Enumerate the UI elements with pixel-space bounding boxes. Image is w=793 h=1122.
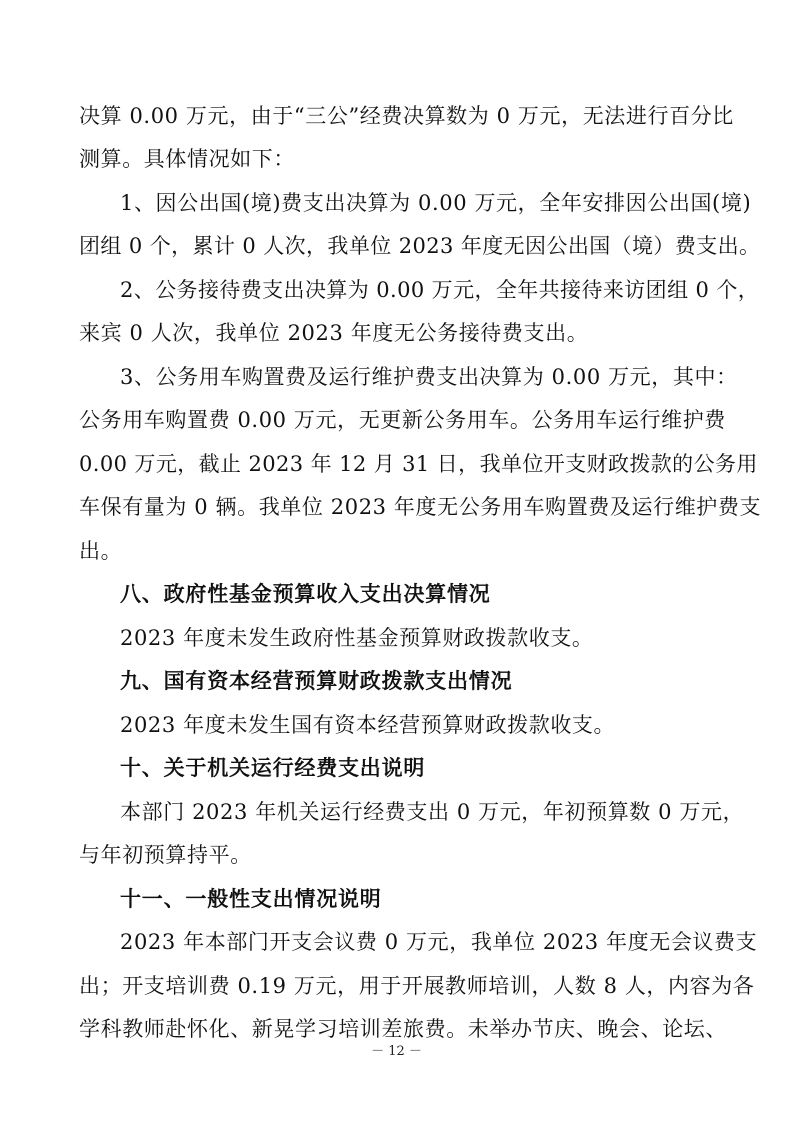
paragraph-line: 学科教师赴怀化、新晃学习培训差旅费。未举办节庆、晚会、论坛、 xyxy=(79,1017,727,1041)
paragraph-line: 团组 0 个，累计 0 人次，我单位 2023 年度无因公出国（境）费支出。 xyxy=(79,234,761,258)
section-heading: 十一、一般性支出情况说明 xyxy=(120,887,382,911)
paragraph-line: 决算 0.00 万元，由于“三公”经费决算数为 0 万元，无法进行百分比 xyxy=(79,104,734,128)
page-number: － 12 － xyxy=(371,1044,422,1059)
paragraph-line: 1、因公出国(境)费支出决算为 0.00 万元，全年安排因公出国(境) xyxy=(120,191,752,215)
paragraph-line: 公务用车购置费 0.00 万元，无更新公务用车。公务用车运行维护费 xyxy=(79,408,726,432)
section-heading: 八、政府性基金预算收入支出决算情况 xyxy=(120,582,491,606)
paragraph-line: 车保有量为 0 辆。我单位 2023 年度无公务用车购置费及运行维护费支 xyxy=(79,495,762,519)
paragraph-line: 测算。具体情况如下： xyxy=(79,147,295,171)
paragraph-line: 本部门 2023 年机关运行经费支出 0 万元，年初预算数 0 万元， xyxy=(120,800,745,824)
paragraph-line: 出；开支培训费 0.19 万元，用于开展教师培训，人数 8 人，内容为各 xyxy=(79,974,755,998)
section-heading: 九、国有资本经营预算财政拨款支出情况 xyxy=(120,669,513,693)
paragraph-line: 2、公务接待费支出决算为 0.00 万元，全年共接待来访团组 0 个， xyxy=(120,278,760,302)
paragraph-line: 来宾 0 人次，我单位 2023 年度无公务接待费支出。 xyxy=(79,321,589,345)
paragraph-line: 0.00 万元，截止 2023 年 12 月 31 日，我单位开支财政拨款的公务用 xyxy=(79,452,758,476)
paragraph-line: 2023 年度未发生国有资本经营预算财政拨款收支。 xyxy=(120,713,616,737)
paragraph-line: 与年初预算持平。 xyxy=(79,843,252,867)
paragraph-line: 2023 年度未发生政府性基金预算财政拨款收支。 xyxy=(120,626,594,650)
section-heading: 十、关于机关运行经费支出说明 xyxy=(120,756,426,780)
paragraph-line: 2023 年本部门开支会议费 0 万元，我单位 2023 年度无会议费支 xyxy=(120,930,758,954)
paragraph-line: 3、公务用车购置费及运行维护费支出决算为 0.00 万元，其中： xyxy=(120,365,738,389)
paragraph-line: 出。 xyxy=(79,539,123,563)
